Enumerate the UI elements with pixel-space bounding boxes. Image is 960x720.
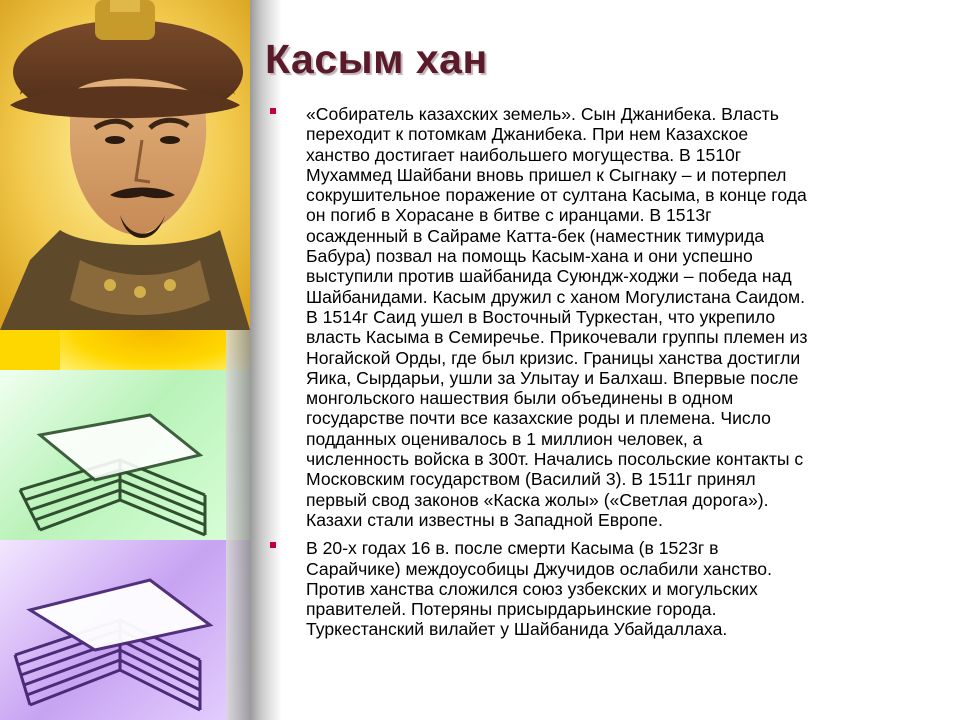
- text-line: государстве почти все казахские роды и племена. Число: [306, 408, 771, 429]
- text-line: Шайбанидами. Касым дружил с ханом Могулистана Саидом.: [306, 286, 806, 307]
- text-line: Ногайской Орды, где был кризис. Границы ханства достигли: [306, 347, 801, 368]
- bullet-text: [306, 538, 930, 639]
- bullet-square-icon: [270, 542, 276, 548]
- text-line: В 20-х годах 16 в. после смерти Касыма (в 1523г в: [306, 538, 719, 559]
- text-line: подданных оценивалось в 1 миллион человек, а: [306, 428, 703, 449]
- slide-content: [270, 104, 930, 648]
- left-gray-strip: [226, 330, 250, 720]
- text-line: Бабура) позвал на помощь Касым-хана и они успешно: [306, 246, 753, 267]
- book-stack-icon: [0, 540, 250, 720]
- purple-book-panel: [0, 540, 250, 720]
- text-line: первый свод законов «Каска жолы» («Светлая дорога»).: [306, 489, 769, 510]
- text-line: Сарайчике) междоусобицы Джучидов ослабили ханство.: [306, 558, 772, 579]
- text-line: выступили против шайбанида Суюндж-ходжи – победа над: [306, 266, 792, 287]
- bullet-square-icon: [270, 108, 276, 114]
- text-line: Московским государством (Василий 3). В 1511г принял: [306, 469, 756, 490]
- text-line: власть Касыма в Семиречье. Прикочевали группы племен из: [306, 327, 808, 348]
- text-line: численность войска в 300т. Начались посольские контакты с: [306, 449, 804, 470]
- text-line: переходит к потомкам Джанибека. При нем Казахское: [306, 124, 749, 145]
- text-line: правителей. Потеряны присырдарьинские города.: [306, 599, 717, 620]
- yellow-band: [0, 330, 250, 370]
- slide-title: Касым хан: [265, 36, 488, 82]
- text-line: Против ханства сложился союз узбекских и могульских: [306, 578, 758, 599]
- bullet-item: [270, 104, 930, 530]
- bullet-item: [270, 538, 930, 639]
- text-line: ханство достигает наибольшего могущества. В 1510г: [306, 144, 742, 165]
- bullet-text: [306, 104, 930, 530]
- text-line: сокрушительное поражение от султана Касыма, в конце года: [306, 185, 807, 206]
- text-line: Туркестанский вилайет у Шайбанида Убайдаллаха.: [306, 619, 728, 640]
- text-line: монгольского нашествия были объединены в одном: [306, 388, 734, 409]
- text-line: Яика, Сырдарьи, ушли за Улытау и Балхаш. Впервые после: [306, 367, 799, 388]
- text-line: В 1514г Саид ушел в Восточный Туркестан, что укрепило: [306, 306, 776, 327]
- green-book-panel: [0, 370, 250, 540]
- book-stack-icon: [0, 370, 250, 540]
- text-line: он погиб в Хорасане в битве с иранцами. В 1513г: [306, 205, 712, 226]
- text-line: осажденный в Сайраме Катта-бек (наместник тимурида: [306, 225, 765, 246]
- decorative-left-column: [0, 0, 250, 720]
- text-line: «Собиратель казахских земель». Сын Джанибека. Власть: [306, 104, 779, 124]
- text-line: Мухаммед Шайбани вновь пришел к Сыгнаку – и потерпел: [306, 164, 787, 185]
- text-line: Казахи стали известны в Западной Европе.: [306, 509, 663, 530]
- portrait-image: [0, 0, 250, 330]
